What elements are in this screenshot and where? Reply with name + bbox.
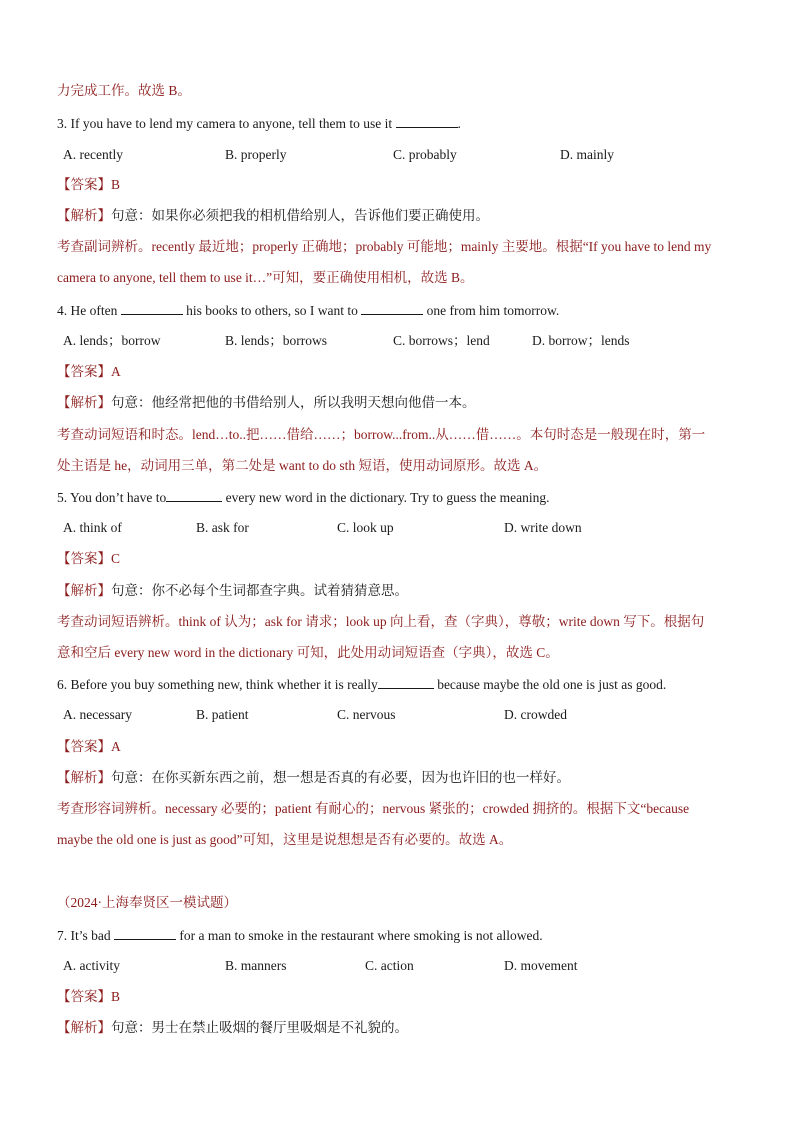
q4-answer: 【答案】A xyxy=(57,364,121,379)
answer-blank xyxy=(378,674,434,689)
q6-option-d: D. crowded xyxy=(504,707,567,722)
q4-analysis: 【解析】句意：他经常把他的书借给别人，所以我明天想向他借一本。 xyxy=(57,395,476,410)
question-6: 6. Before you buy something new, think whether it is really because maybe the old one is just as good. xyxy=(57,674,757,695)
answer-blank xyxy=(114,925,176,940)
q3-option-d: D. mainly xyxy=(560,147,614,162)
q3-analysis-detail-2: camera to anyone, tell them to use it…”可知，要正确使用相机，故选 B。 xyxy=(57,270,474,285)
q6-option-c: C. nervous xyxy=(337,707,396,722)
q6-analysis-detail-2: maybe the old one is just as good”可知，这里是说想想是否有必要的。故选 A。 xyxy=(57,832,513,847)
q5-analysis-detail-1: 考查动词短语辨析。think of 认为；ask for 请求；look up 向上看，查（字典），尊敬；write down 写下。根据句 xyxy=(57,614,705,629)
q5-option-a: A. think of xyxy=(63,520,122,535)
q5-option-b: B. ask for xyxy=(196,520,249,535)
question-3: 3. If you have to lend my camera to anyone, tell them to use it . xyxy=(57,113,757,134)
q5-analysis-detail-2: 意和空后 every new word in the dictionary 可知，此处用动词短语查（字典），故选 C。 xyxy=(57,645,559,660)
answer-blank xyxy=(361,300,423,315)
answer-blank xyxy=(396,113,458,128)
q6-analysis-detail-1: 考查形容词辨析。necessary 必要的；patient 有耐心的；nervous 紧张的；crowded 拥挤的。根据下文“because xyxy=(57,801,690,816)
q5-option-c: C. look up xyxy=(337,520,394,535)
q6-analysis: 【解析】句意：在你买新东西之前，想一想是否真的有必要，因为也许旧的也一样好。 xyxy=(57,770,570,785)
q7-option-c: C. action xyxy=(365,958,414,973)
q7-analysis: 【解析】句意：男士在禁止吸烟的餐厅里吸烟是不礼貌的。 xyxy=(57,1020,408,1035)
q3-option-b: B. properly xyxy=(225,147,287,162)
answer-blank xyxy=(166,487,222,502)
q5-answer: 【答案】C xyxy=(57,551,121,566)
q7-option-b: B. manners xyxy=(225,958,287,973)
q5-analysis: 【解析】句意：你不必每个生词都查字典。试着猜猜意思。 xyxy=(57,583,408,598)
source-label: （2024·上海奉贤区一模试题） xyxy=(57,895,237,910)
q5-option-d: D. write down xyxy=(504,520,582,535)
q4-option-d: D. borrow；lends xyxy=(532,333,630,348)
q6-option-a: A. necessary xyxy=(63,707,132,722)
q3-option-a: A. recently xyxy=(63,147,123,162)
question-7: 7. It’s bad for a man to smoke in the restaurant where smoking is not allowed. xyxy=(57,925,757,946)
q7-answer: 【答案】B xyxy=(57,989,121,1004)
question-4: 4. He often his books to others, so I want to one from him tomorrow. xyxy=(57,300,757,321)
answer-blank xyxy=(121,300,183,315)
q4-option-c: C. borrows；lend xyxy=(393,333,490,348)
q4-analysis-detail-2: 处主语是 he，动词用三单，第二处是 want to do sth 短语，使用动词原形。故选 A。 xyxy=(57,458,548,473)
q6-answer: 【答案】A xyxy=(57,739,121,754)
q4-analysis-detail-1: 考查动词短语和时态。lend…to..把……借给……；borrow...from..从……借……。本句时态是一般现在时，第一 xyxy=(57,427,706,442)
q7-option-a: A. activity xyxy=(63,958,120,973)
q4-option-b: B. lends；borrows xyxy=(225,333,327,348)
continued-explanation: 力完成工作。故选 B。 xyxy=(57,83,191,98)
q6-option-b: B. patient xyxy=(196,707,249,722)
q7-option-d: D. movement xyxy=(504,958,578,973)
q4-option-a: A. lends；borrow xyxy=(63,333,161,348)
q3-analysis: 【解析】句意：如果你必须把我的相机借给别人，告诉他们要正确使用。 xyxy=(57,208,489,223)
q3-answer: 【答案】B xyxy=(57,177,121,192)
q3-analysis-detail-1: 考查副词辨析。recently 最近地；properly 正确地；probably 可能地；mainly 主要地。根据“If you have to lend my xyxy=(57,239,712,254)
q3-option-c: C. probably xyxy=(393,147,457,162)
question-5: 5. You don’t have to every new word in the dictionary. Try to guess the meaning. xyxy=(57,487,757,508)
